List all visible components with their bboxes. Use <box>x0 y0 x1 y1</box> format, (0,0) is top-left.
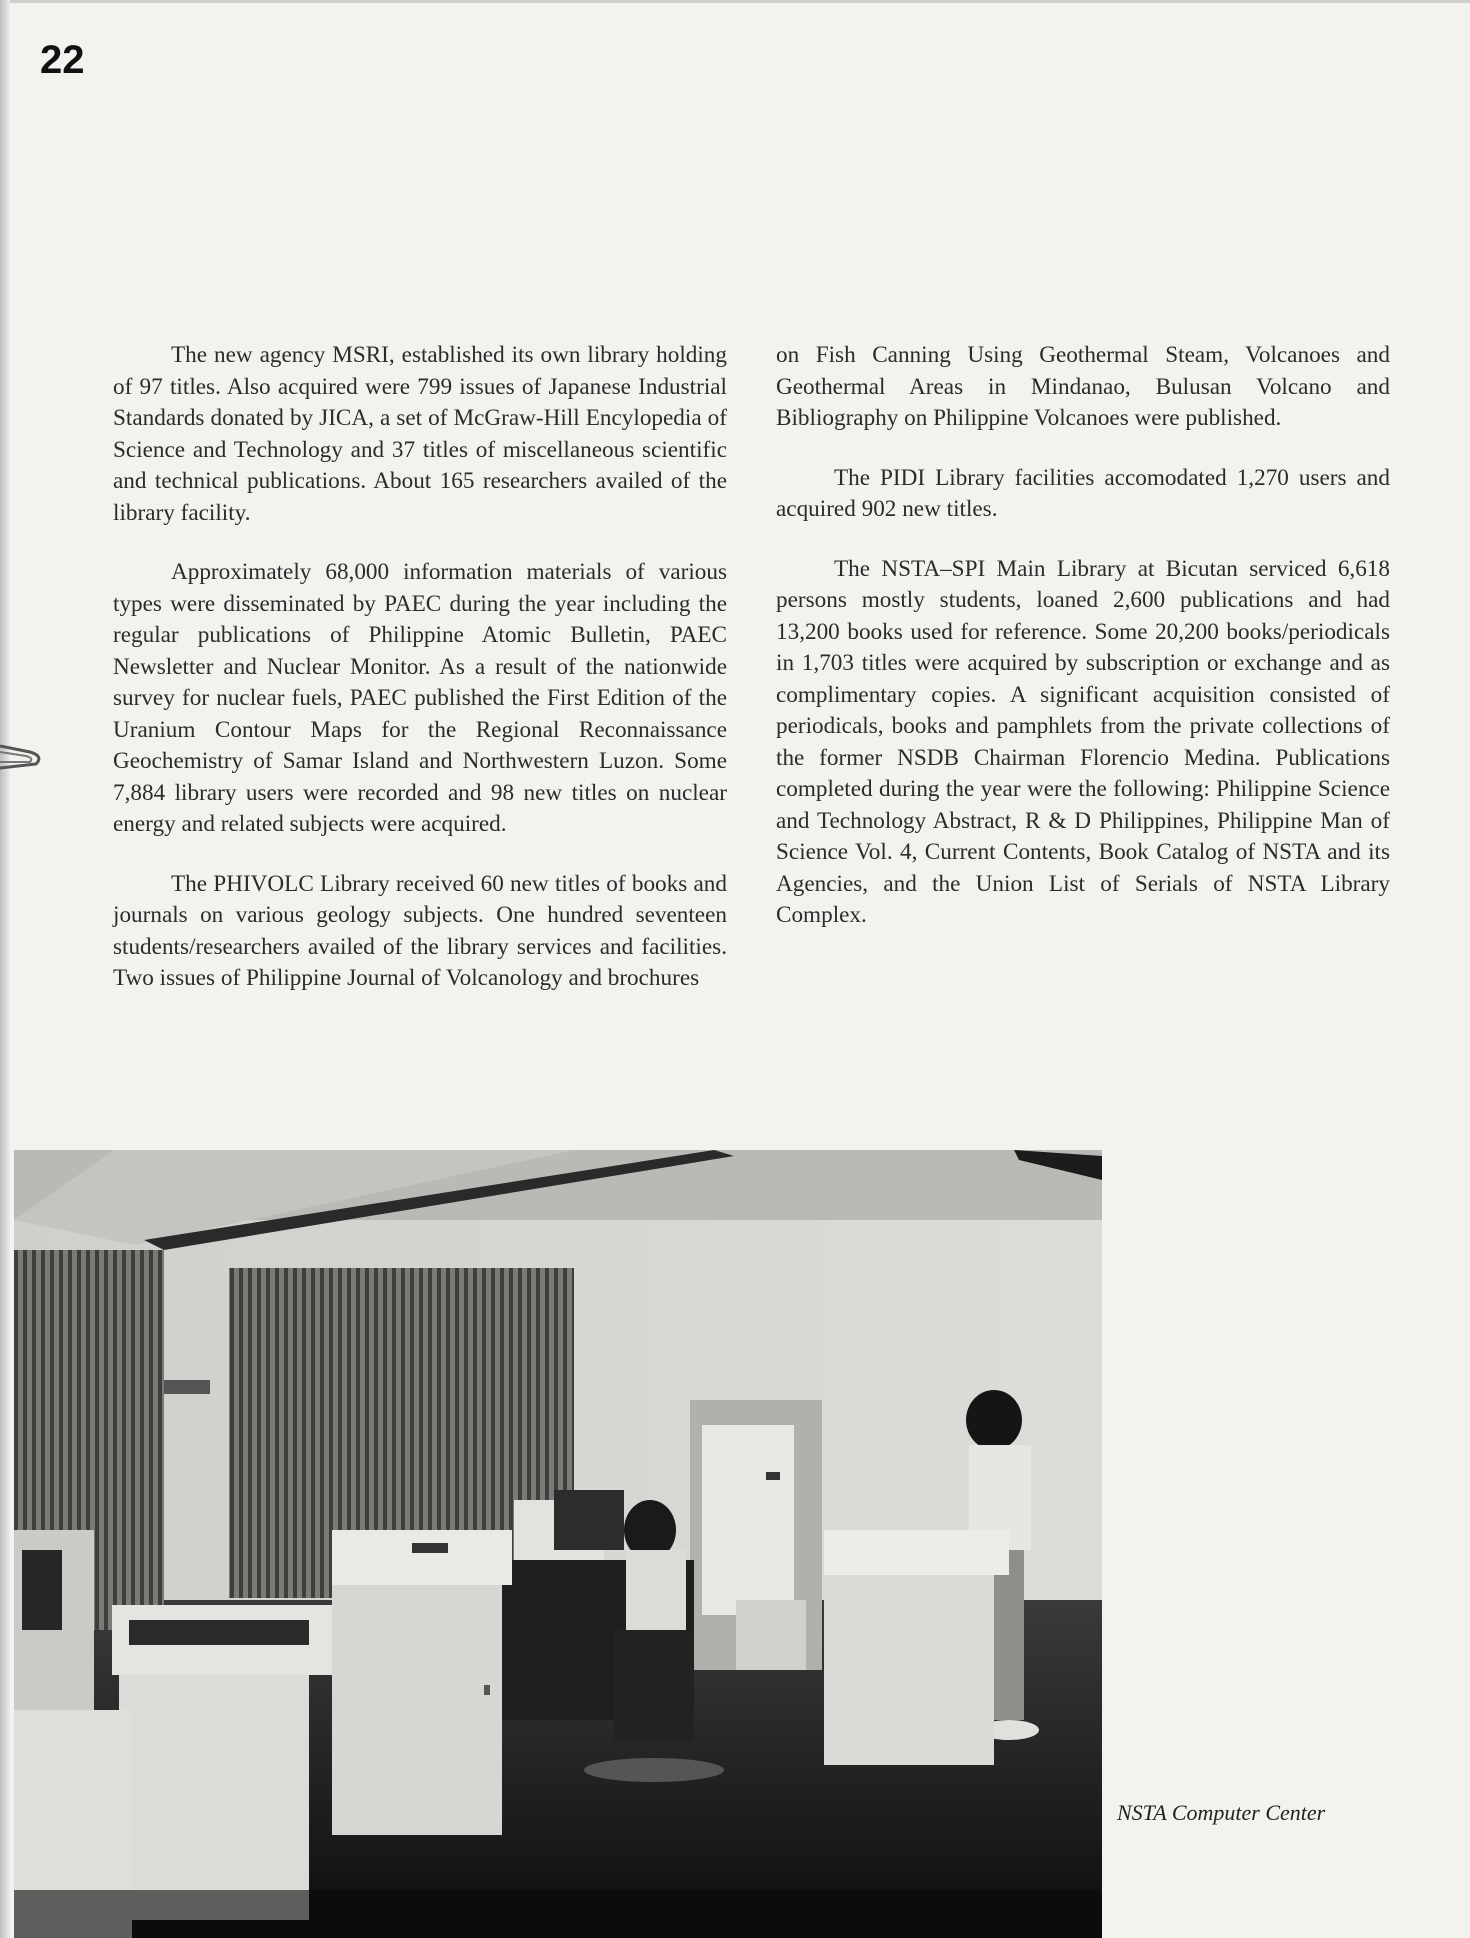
right-column <box>776 340 1390 960</box>
page-top-edge <box>0 0 1470 3</box>
paper-clip-icon <box>0 738 44 784</box>
paragraph-msri: The new agency MSRI, established its own library holding of 97 titles. Also acquired were 799 issues of Japanese Industrial Standards donated by JICA, a set of McGraw-Hill Encylopedia of Science and Technology and 37 titles of miscellaneous scientific and technical publications. About 165 researchers availed of the library facility. <box>113 342 727 526</box>
paragraph-phivolc: The PHIVOLC Library received 60 new titles of books and journals on various geology subjects. One hundred seventeen students/researchers availed of the library services and facilities. Two issues of Philippine Journal of Volcanology and brochures <box>113 870 727 991</box>
paragraph-paec: Approximately 68,000 information materials of various types were disseminated by PAEC during the year including the regular publications of Philippine Atomic Bulletin, PAEC Newsletter and Nuclear Monitor. As a result of the nationwide survey for nuclear fuels, PAEC published the First Edition of the Uranium Contour Maps for the Regional Reconnaissance Geochemistry of Samar Island and Northwestern Luzon. Some 7,884 library users were recorded and 98 new titles on nuclear energy and related subjects were acquired. <box>113 559 727 837</box>
paragraph-nsta-spi: The NSTA–SPI Main Library at Bicutan serviced 6,618 persons mostly students, loaned 2,600 publications and had 13,200 books used for reference. Some 20,200 books/periodicals in 1,703 titles were acquired by subscription or exchange and as complimentary copies. A significant acquisition consisted of periodicals, books and pamphlets from the private collections of the former NSDB Chairman Florencio Medina. Publications completed during the year were the following: Philippine Science and Technology Abstract, R & D Philippines, Philippine Man of Science Vol. 4, Current Contents, Book Catalog of NSTA and its Agencies, and the Union List of Serials of NSTA Library Complex. <box>776 555 1390 928</box>
computer-center-photo-image <box>14 1150 1102 1938</box>
computer-center-photo <box>14 1150 1102 1938</box>
paragraph-pidi: The PIDI Library facilities accomodated 1,270 users and acquired 902 new titles. <box>776 464 1390 522</box>
paragraph-phivolc-continued: on Fish Canning Using Geothermal Steam, Volcanoes and Geothermal Areas in Mindanao, Bulusan Volcano and Bibliography on Philippine Volcanoes were published. <box>776 342 1390 431</box>
page-left-edge <box>0 0 10 1938</box>
page-number: 22 <box>40 38 85 82</box>
left-column <box>113 340 727 1023</box>
photo-caption: NSTA Computer Center <box>1117 1800 1326 1825</box>
